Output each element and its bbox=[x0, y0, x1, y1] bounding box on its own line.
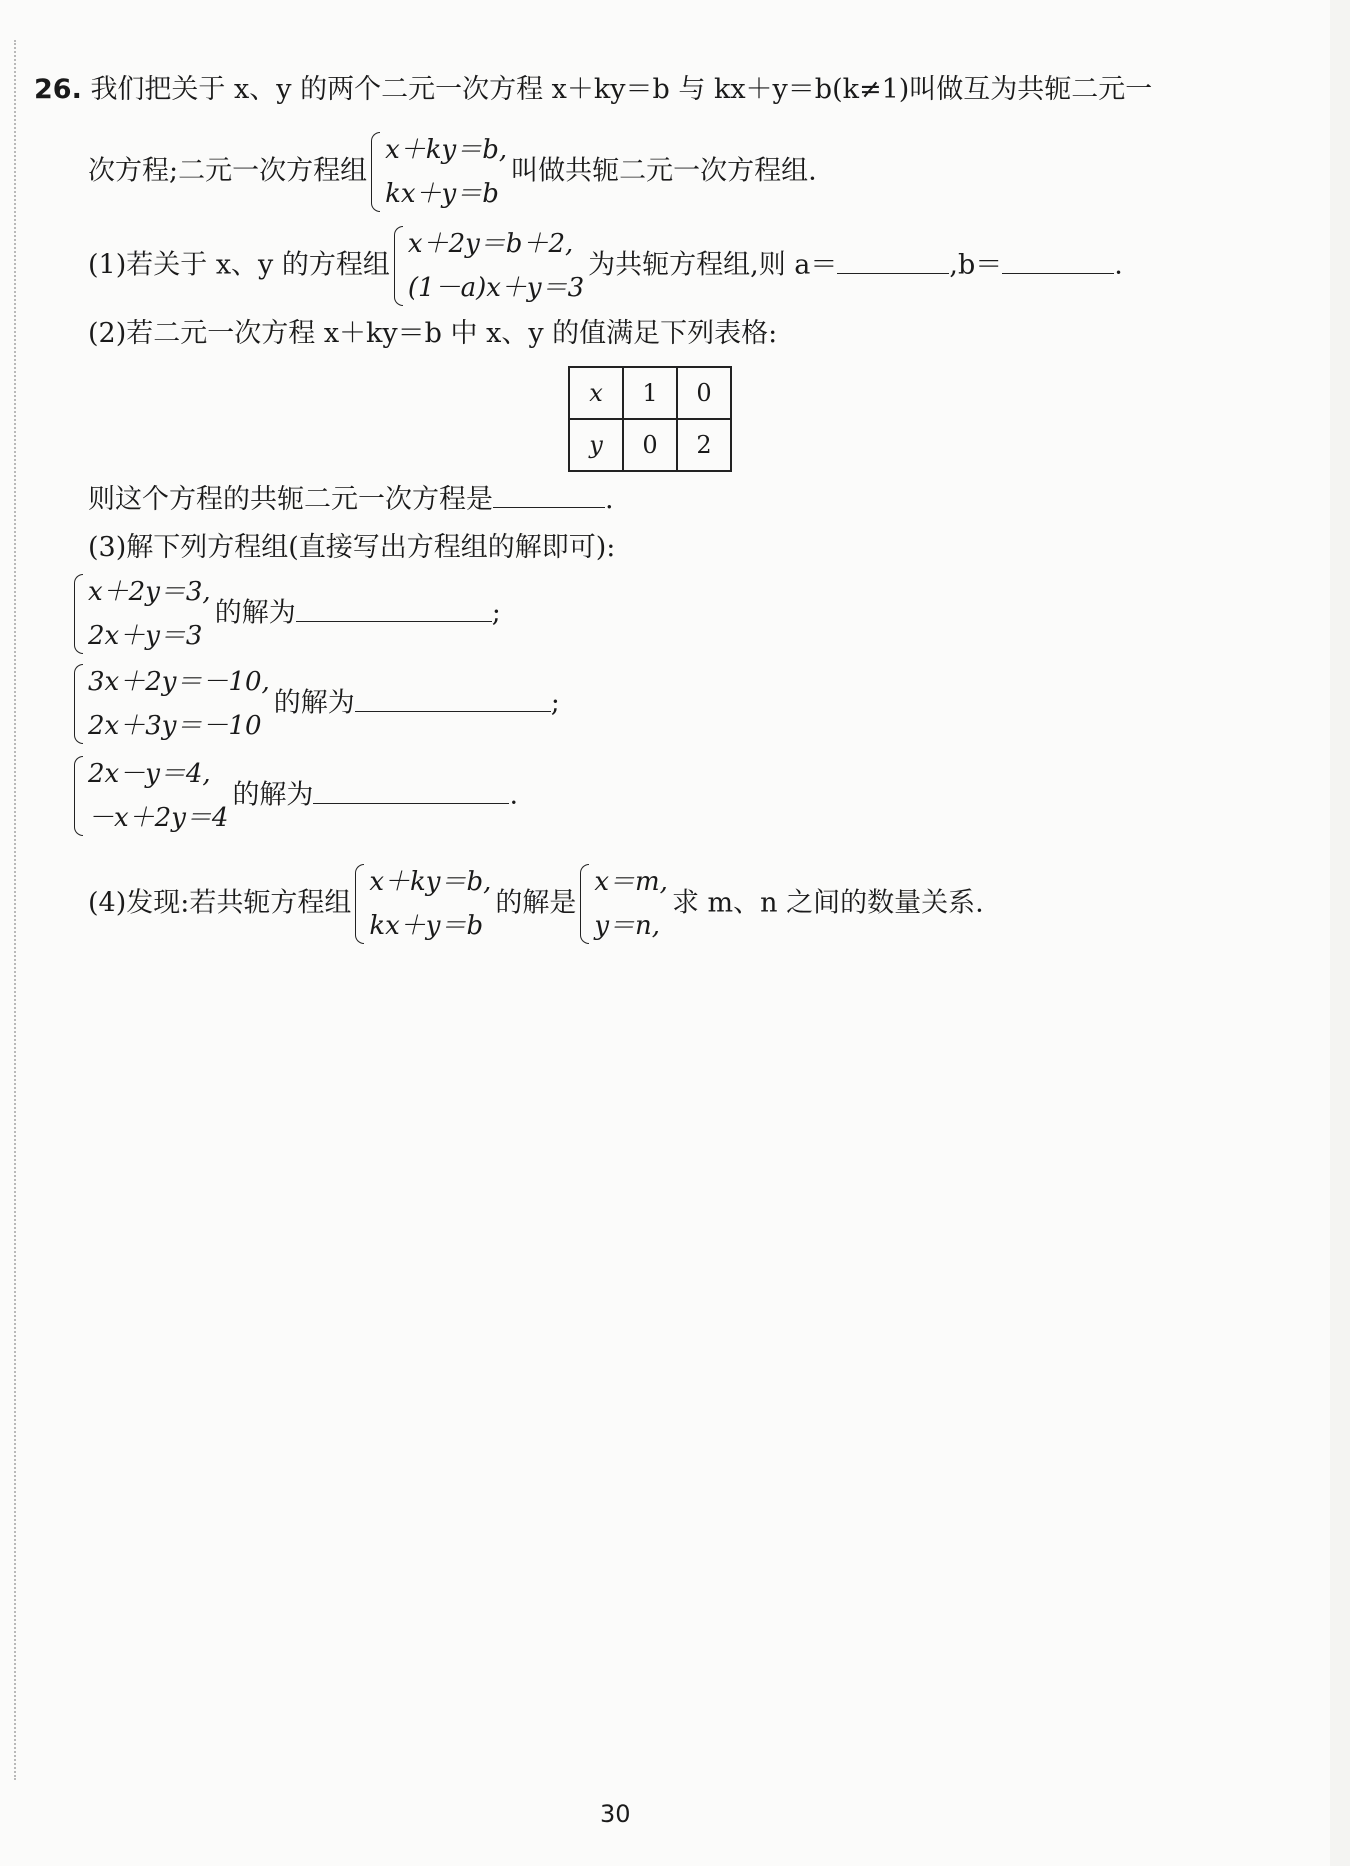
solution-label: 的解为 bbox=[273, 687, 355, 719]
part-3-text: (3)解下列方程组(直接写出方程组的解即可): bbox=[88, 532, 616, 563]
solution-label: 的解为 bbox=[232, 779, 314, 811]
part1-system bbox=[392, 222, 584, 310]
equation: 3x＋2y＝－10, bbox=[88, 667, 270, 697]
end-punct: . bbox=[509, 779, 519, 811]
part-2-follow bbox=[88, 482, 614, 518]
equation: kx＋y＝b bbox=[369, 911, 484, 941]
equation: －x＋2y＝4 bbox=[88, 803, 229, 833]
part1-mid: 为共轭方程组,则 a＝ bbox=[588, 249, 838, 281]
question-intro-line2 bbox=[88, 128, 817, 216]
question-intro-line1 bbox=[34, 72, 1152, 108]
part1-end: . bbox=[1114, 249, 1123, 281]
part2-follow-text: 则这个方程的共轭二元一次方程是 bbox=[88, 484, 493, 515]
intro-text-2-post: 叫做共轭二元一次方程组. bbox=[511, 155, 817, 187]
answer-blank-b[interactable] bbox=[1002, 249, 1114, 274]
part1-sep: ,b＝ bbox=[949, 249, 1003, 281]
answer-blank-solution-2[interactable] bbox=[355, 687, 551, 712]
part4-mid: 的解是 bbox=[495, 887, 577, 919]
table-cell: 0 bbox=[623, 419, 677, 471]
question-number: 26. bbox=[34, 74, 82, 105]
page-number: 30 bbox=[600, 1800, 631, 1828]
equation: x＋ky＝b, bbox=[385, 135, 508, 165]
part3-system-1 bbox=[72, 570, 211, 658]
part4-text: (4)发现:若共轭方程组 bbox=[88, 887, 352, 919]
equation: 2x＋3y＝－10 bbox=[88, 711, 262, 741]
part3-system-2 bbox=[72, 660, 270, 748]
table-cell: y bbox=[569, 419, 623, 471]
table-cell: x bbox=[569, 367, 623, 419]
table-cell: 2 bbox=[677, 419, 731, 471]
end-punct: ; bbox=[491, 597, 501, 629]
part-2-text: (2)若二元一次方程 x＋ky＝b 中 x、y 的值满足下列表格: bbox=[88, 318, 778, 349]
part3-item-3 bbox=[72, 752, 518, 840]
intro-text-1: 我们把关于 x、y 的两个二元一次方程 x＋ky＝b 与 kx＋y＝b(k≠1)叫做互为共轭二元一 bbox=[90, 74, 1153, 105]
table-cell: 0 bbox=[677, 367, 731, 419]
equation: 2x－y＝4, bbox=[88, 759, 211, 789]
equation: y＝n, bbox=[594, 911, 661, 941]
part-1 bbox=[88, 222, 1123, 310]
solution-label: 的解为 bbox=[214, 597, 296, 629]
equation: 2x＋y＝3 bbox=[88, 621, 203, 651]
answer-blank-solution-1[interactable] bbox=[296, 597, 492, 622]
equation: kx＋y＝b bbox=[385, 179, 499, 209]
part4-solution bbox=[578, 860, 668, 948]
equation: x＝m, bbox=[594, 867, 668, 897]
answer-blank-a[interactable] bbox=[837, 249, 949, 274]
table-cell: 1 bbox=[623, 367, 677, 419]
part3-item-1 bbox=[72, 570, 501, 658]
value-table bbox=[568, 366, 732, 472]
part3-system-3 bbox=[72, 752, 228, 840]
table-row bbox=[569, 419, 731, 471]
part1-text: (1)若关于 x、y 的方程组 bbox=[88, 249, 390, 281]
end-punct: ; bbox=[550, 687, 560, 719]
part4-system bbox=[353, 860, 491, 948]
answer-blank-conjugate-equation[interactable] bbox=[493, 483, 605, 508]
conjugate-system-definition bbox=[369, 128, 507, 216]
answer-blank-solution-3[interactable] bbox=[313, 779, 509, 804]
part3-item-2 bbox=[72, 660, 560, 748]
margin-dotted-line bbox=[14, 40, 16, 1780]
equation: x＋2y＝3, bbox=[88, 577, 211, 607]
intro-text-2-pre: 次方程;二元一次方程组 bbox=[88, 155, 368, 187]
table-row bbox=[569, 367, 731, 419]
equation: x＋2y＝b＋2, bbox=[407, 229, 574, 259]
part-4 bbox=[88, 860, 984, 948]
equation: (1－a)x＋y＝3 bbox=[407, 273, 585, 303]
part4-post: 求 m、n 之间的数量关系. bbox=[671, 887, 984, 919]
equation: x＋ky＝b, bbox=[369, 867, 492, 897]
part2-follow-end: . bbox=[605, 484, 614, 515]
